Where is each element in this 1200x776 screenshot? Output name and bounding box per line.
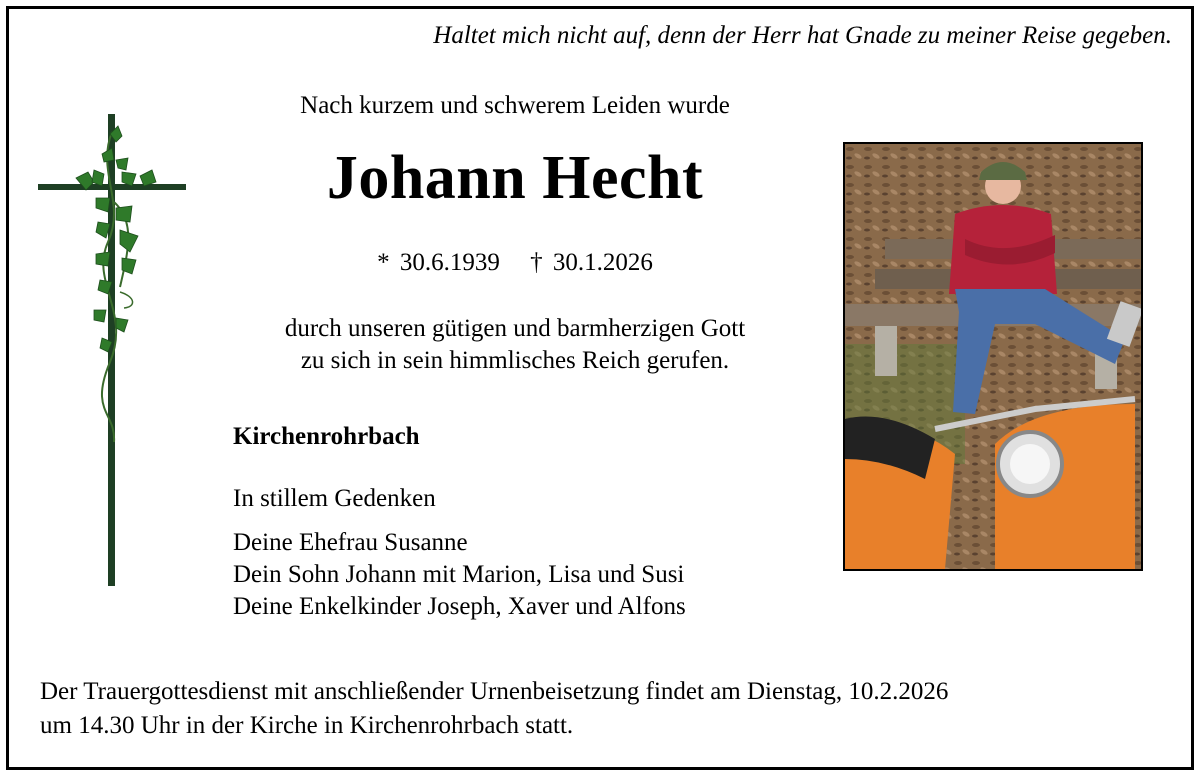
life-dates — [210, 249, 820, 277]
death-date: † 30.1.2026 — [530, 249, 653, 276]
motto-verse: Haltet mich nicht auf, denn der Herr hat Gnade zu meiner Reise gegeben. — [433, 22, 1172, 49]
deceased-name: Johann Hecht — [326, 144, 704, 212]
mourner-line: Deine Ehefrau Susanne — [233, 529, 468, 556]
ivy-cross-icon — [36, 112, 188, 590]
mourner-line: Dein Sohn Johann mit Marion, Lisa und Susi — [233, 561, 685, 588]
called-line: zu sich in sein himmlisches Reich gerufen. — [300, 347, 730, 374]
remembrance-line: In stillem Gedenken — [233, 485, 436, 512]
funeral-service-info — [40, 675, 948, 743]
called-line: durch unseren gütigen und barmherzigen Gott — [284, 315, 746, 342]
service-line: um 14.30 Uhr in der Kirche in Kirchenrohrbach statt. — [40, 712, 574, 739]
mourners-list — [233, 527, 686, 623]
town-name: Kirchenrohrbach — [233, 423, 420, 450]
called-text — [210, 313, 820, 377]
portrait-photo — [843, 142, 1143, 571]
birth-date: * 30.6.1939 — [377, 249, 500, 276]
intro-line: Nach kurzem und schwerem Leiden wurde — [300, 92, 730, 119]
mourner-line: Deine Enkelkinder Joseph, Xaver und Alfons — [233, 593, 686, 620]
portrait-photo-scene — [845, 144, 1141, 569]
service-line: Der Trauergottesdienst mit anschließender Urnenbeisetzung findet am Dienstag, 10.2.2026 — [40, 678, 949, 705]
